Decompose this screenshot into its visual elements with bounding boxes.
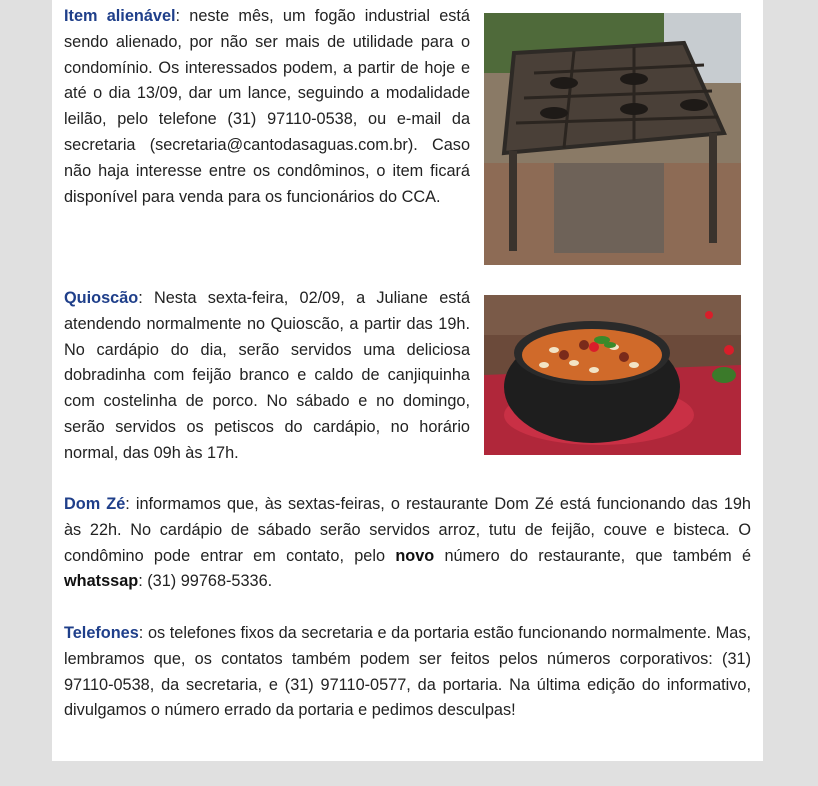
quioscao-paragraph xyxy=(64,286,470,467)
industrial-stove-photo xyxy=(484,13,741,265)
dom-ze-text-c: : (31) 99768-5336. xyxy=(138,572,273,591)
dom-ze-text-b: número do restaurante, que também é xyxy=(434,546,752,565)
dom-ze-title: Dom Zé xyxy=(64,495,126,513)
quioscao-text: : Nesta sexta-feira, 02/09, a Juliane está atendendo normalmente no Quioscão, a partir das 19h. No cardápio do dia, serão servidos uma deliciosa dobradinha com feijão branco e caldo de canjiquinha com costelinha de porco. No sábado e no domingo, serão servidos os petiscos do cardápio, no horário normal, das 09h às 17h. xyxy=(64,289,470,462)
dobradinha-dish-photo xyxy=(484,295,741,455)
telefones-paragraph xyxy=(64,621,751,724)
quioscao-section xyxy=(64,286,470,467)
telefones-title: Telefones xyxy=(64,624,139,642)
item-alienavel-section xyxy=(64,4,470,210)
quioscao-title: Quioscão xyxy=(64,289,139,307)
dom-ze-section xyxy=(64,492,751,595)
telefones-section xyxy=(64,621,751,724)
newsletter-page xyxy=(52,0,763,761)
item-alienavel-text: : neste mês, um fogão industrial está sendo alienado, por não ser mais de utilidade para o condomínio. Os interessados podem, a partir de hoje e até o dia 13/09, dar um lance, seguindo a modalidade leilão, pelo telefone (31) 97110-0538, ou e-mail da secretaria (secretaria@cantodasaguas.com.br). Caso não haja interesse entre os condôminos, o item ficará disponível para venda para os funcionários do CCA. xyxy=(64,7,470,206)
dom-ze-bold-novo: novo xyxy=(395,546,435,565)
telefones-text: : os telefones fixos da secretaria e da portaria estão funcionando normalmente. Mas, lembramos que, os contatos também podem ser feitos pelos números corporativos: (31) 97110-0538, da secretaria, e (31) 97110-0577, da portaria. Na última edição do informativo, divulgamos o número errado da portaria e pedimos desculpas! xyxy=(64,624,751,720)
dom-ze-paragraph xyxy=(64,492,751,595)
item-alienavel-title: Item alienável xyxy=(64,7,176,25)
dom-ze-text-a: : informamos que, às sextas-feiras, o restaurante Dom Zé está funcionando das 19h às 22h. No cardápio de sábado serão servidos arroz, tutu de feijão, couve e bisteca. O condômino pode entrar em contato, pelo xyxy=(64,495,751,565)
item-alienavel-paragraph xyxy=(64,4,470,210)
dom-ze-bold-whatsapp: whatssap xyxy=(64,572,139,591)
